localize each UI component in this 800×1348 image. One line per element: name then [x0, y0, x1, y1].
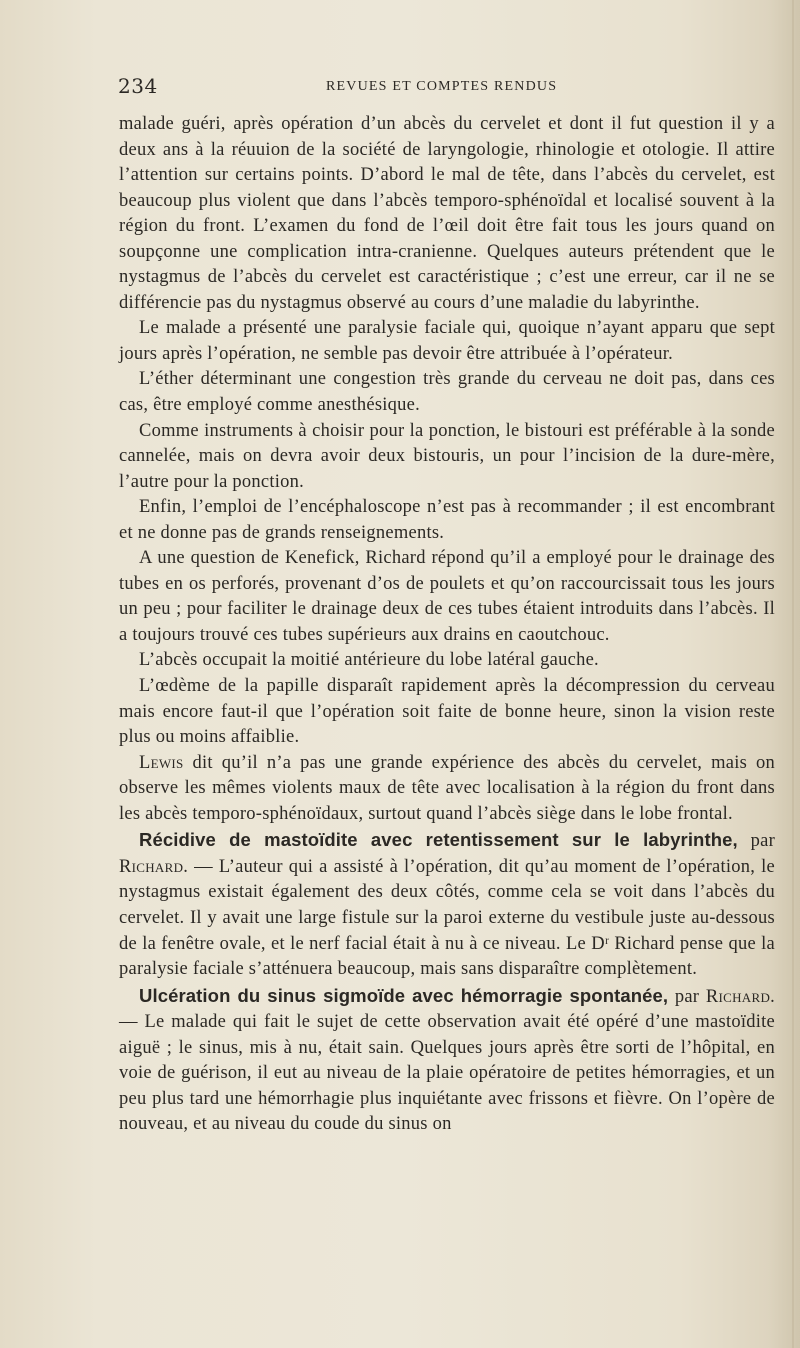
paragraph-11 [119, 983, 775, 1138]
paragraph-3 [119, 367, 775, 418]
paragraph-text: L’éther déterminant une congestion très grande du cerveau ne doit pas, dans ces cas, être employé comme anesthésique. [119, 369, 775, 416]
byline-par: par [668, 986, 706, 1007]
paragraph-text: L’œdème de la papille disparaît rapidement après la décompression du cerveau mais encore faut-il que l’opération soit faite de bonne heure, sinon la vision reste plus ou moins affaiblie. [119, 676, 775, 748]
paragraph-text: malade guéri, après opération d’un abcès du cervelet et dont il fut question il y a deux ans à la réuuion de la société de laryngologie, rhinologie et otologie. Il attire l’attention sur certains points. D’abord le mal de tête, dans l’abcès du cervelet, est beaucoup plus violent que dans l’abcès temporo-sphénoïdal et localisé souvent à la région du front. L’examen du fond de l’œil doit être fait tous les jours quand on soupçonne une complication intra-cranienne. Quelques auteurs prétendent que le nystagmus de l’abcès du cervelet est caractéristique ; c’est une erreur, car il ne se différencie pas du nystagmus observé au cours d’une maladie du labyrinthe. [119, 114, 775, 313]
paragraph-text: L’abcès occupait la moitié antérieure du lobe latéral gauche. [139, 650, 599, 671]
paragraph-4 [119, 419, 775, 496]
paragraph-5 [119, 495, 775, 546]
paragraph-text: dit qu’il n’a pas une grande expérience des abcès du cervelet, mais on observe les mêmes violents maux de tête avec localisation à la région du front dans les abcès temporo-sphénoïdaux, surtout quand l’abcès siège dans le lobe frontal. [119, 752, 775, 824]
author-name: Richard [705, 986, 771, 1007]
paragraph-text: A une question de Kenefick, Richard répond qu’il a employé pour le drainage des tubes en os perforés, provenant d’os de poulets et qu’on raccourcissait tous les jours un peu ; pour faciliter le drainage deux de ces tubes étaient introduits dans l’abcès. Il a toujours trouvé ces tubes supérieurs aux drains en caoutchouc. [119, 548, 775, 645]
paragraph-9 [119, 751, 775, 828]
paragraph-text: Le malade a présenté une paralysie faciale qui, quoique n’ayant apparu que sept jours après l’opération, ne semble pas devoir être attribuée à l’opérateur. [119, 318, 775, 364]
paragraph-text: Comme instruments à choisir pour la ponction, le bistouri est préférable à la sonde cannelée, mais on devra avoir deux bistouris, un pour l’incision de la dure-mère, l’autre pour la ponction. [119, 420, 775, 492]
page-edge [792, 0, 794, 1348]
page-header [118, 74, 678, 104]
paragraph-8 [119, 674, 775, 751]
section-heading: Récidive de mastoïdite avec retentissement sur le labyrinthe, [139, 829, 738, 851]
paragraph-6 [119, 546, 775, 648]
paragraph-text: . — Le malade qui fait le sujet de cette observation avait été opéré d’une mastoïdite aiguë ; le sinus, mis à nu, était sain. Quelques jours après être sorti de l’hôpital, en voie de guérison, il eut au niveau de la plaie opératoire de petites hémorragies, et un peu plus tard une hémorrhagie plus inquiétante avec frissons et fièvre. On l’opère de nouveau, et au niveau du coude du sinus on [119, 986, 776, 1135]
paragraph-text: Enfin, l’emploi de l’encéphaloscope n’est pas à recommander ; il est encombrant et ne donne pas de grands renseignements. [119, 497, 775, 543]
page-body [119, 112, 775, 1138]
page-number: 234 [118, 74, 158, 98]
paragraph-text: . — L’auteur qui a assisté à l’opération, dit qu’au moment de l’opération, le nystagmus existait également des deux côtés, comme cela se voit dans l’abcès du cervelet. Il y avait une large fistule sur la paroi externe du vestibule juste au-dessous de la fenêtre ovale, et le nerf facial était à nu à ce niveau. Le Dʳ Richard pense que la paralysie faciale s’atténuera beaucoup, mais sans disparaître complètement. [119, 856, 775, 980]
author-name: Lewis [139, 752, 184, 773]
paragraph-1 [119, 112, 775, 316]
author-name: Richard [119, 856, 184, 877]
running-head: REVUES ET COMPTES RENDUS [326, 79, 558, 94]
section-heading: Ulcération du sinus sigmoïde avec hémorragie spontanée, [139, 984, 669, 1006]
paragraph-10 [119, 827, 775, 982]
paragraph-7 [119, 648, 775, 674]
paragraph-2 [119, 316, 775, 367]
byline-par: par [737, 831, 776, 852]
